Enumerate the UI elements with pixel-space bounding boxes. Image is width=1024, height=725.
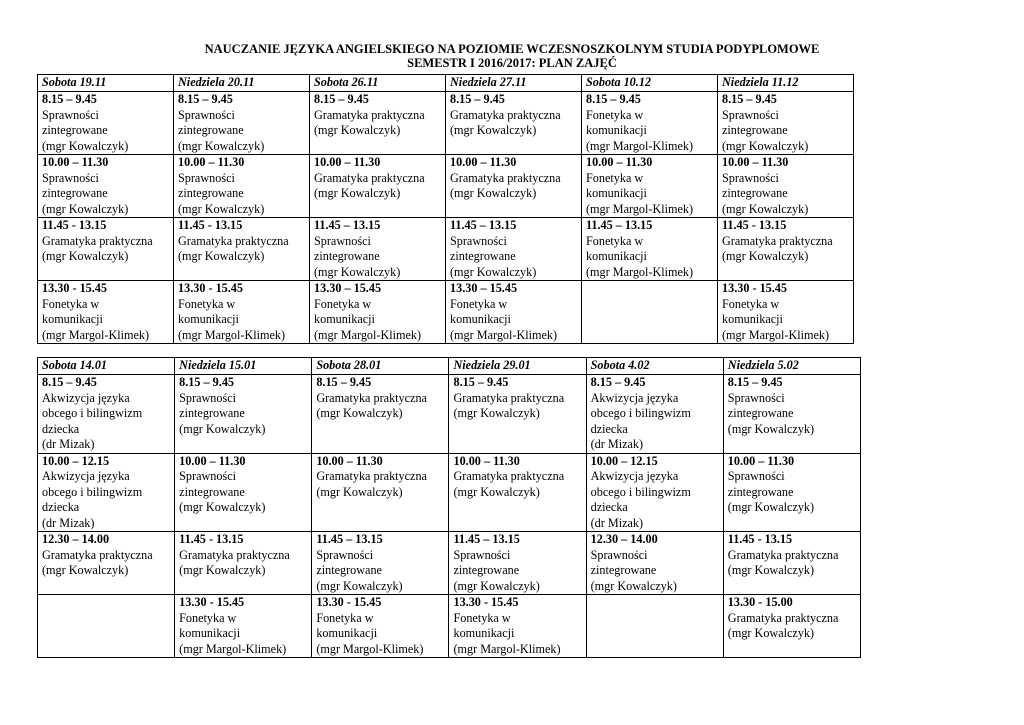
class-time: 13.30 - 15.45	[179, 595, 245, 609]
class-time: 10.00 – 12.15	[42, 453, 110, 468]
class-subject: Gramatyka praktyczna (mgr Kowalczyk)	[314, 170, 425, 200]
schedule-cell	[723, 453, 860, 532]
class-subject: Sprawności zintegrowane (mgr Kowalczyk)	[179, 469, 266, 514]
class-subject: Sprawności zintegrowane (mgr Kowalczyk)	[178, 107, 265, 153]
table-header-row	[38, 358, 861, 375]
document-title: NAUCZANIE JĘZYKA ANGIELSKIEGO NA POZIOMIE WCZESNOSZKOLNYM STUDIA PODYPLOMOWE	[204, 42, 820, 56]
schedule-cell	[312, 595, 449, 658]
schedule-cell	[175, 375, 312, 454]
schedule-cell	[718, 92, 854, 155]
class-time: 10.00 – 11.30	[178, 155, 245, 169]
class-time: 13.30 - 15.45	[722, 281, 787, 295]
class-time: 11.45 - 13.15	[722, 218, 787, 232]
class-subject: Gramatyka praktyczna (mgr Kowalczyk)	[727, 547, 839, 577]
table-header-row	[38, 75, 854, 92]
class-time: 11.45 – 13.15	[586, 218, 653, 232]
class-time: 11.45 - 13.15	[178, 218, 243, 232]
schedule-cell	[38, 92, 174, 155]
class-subject: Sprawności zintegrowane (mgr Kowalczyk)	[179, 390, 266, 436]
schedule-cell	[582, 218, 718, 281]
schedule-cell	[582, 155, 718, 218]
document-subtitle: SEMESTR I 2016/2017: PLAN ZAJĘĆ	[407, 56, 617, 70]
class-subject: Gramatyka praktyczna (mgr Kowalczyk)	[42, 547, 153, 577]
day-header: Niedziela 11.12	[718, 75, 854, 92]
class-time: 13.30 - 15.45	[42, 281, 107, 295]
schedule-cell	[175, 595, 312, 658]
schedule-table-1	[37, 74, 854, 344]
schedule-cell	[38, 375, 175, 454]
class-time: 11.45 - 13.15	[727, 532, 793, 546]
class-time: 13.30 - 15.00	[727, 595, 793, 609]
table-row	[38, 532, 861, 595]
class-subject: Sprawności zintegrowane (mgr Kowalczyk)	[453, 547, 540, 593]
day-header: Sobota 26.11	[310, 75, 446, 92]
class-subject: Sprawności zintegrowane (mgr Kowalczyk)	[42, 107, 129, 153]
schedule-cell	[174, 155, 310, 218]
class-time: 10.00 – 11.30	[42, 155, 109, 169]
class-time: 8.15 – 9.45	[453, 375, 509, 389]
class-time: 8.15 – 9.45	[727, 375, 783, 389]
schedule-cell	[175, 453, 312, 532]
day-header: Niedziela 29.01	[449, 358, 586, 375]
class-subject: Sprawności zintegrowane (mgr Kowalczyk)	[590, 547, 677, 593]
class-time: 13.30 - 15.45	[316, 595, 382, 609]
day-header: Niedziela 27.11	[446, 75, 582, 92]
class-time: 10.00 – 11.30	[453, 453, 520, 468]
schedule-cell	[175, 532, 312, 595]
day-header: Sobota 10.12	[582, 75, 718, 92]
schedule-cell	[586, 375, 723, 454]
class-subject: Gramatyka praktyczna (mgr Kowalczyk)	[453, 390, 565, 420]
class-time: 10.00 – 11.30	[722, 155, 789, 169]
schedule-cell	[310, 155, 446, 218]
class-subject: Fonetyka w komunikacji (mgr Margol-Klimek)	[586, 233, 694, 279]
schedule-cell	[38, 218, 174, 281]
class-subject: Sprawności zintegrowane (mgr Kowalczyk)	[42, 170, 129, 216]
class-time: 13.30 – 15.45	[314, 281, 382, 295]
class-subject: Sprawności zintegrowane (mgr Kowalczyk)	[450, 233, 537, 279]
schedule-cell	[586, 532, 723, 595]
class-subject: Gramatyka praktyczna (mgr Kowalczyk)	[178, 233, 289, 263]
schedule-cell	[174, 92, 310, 155]
class-subject: Akwizycja języka obcego i bilingwizm dziecka (dr Mizak)	[590, 390, 691, 451]
class-subject: Gramatyka praktyczna (mgr Kowalczyk)	[316, 390, 427, 420]
schedule-cell	[723, 532, 860, 595]
class-time: 8.15 – 9.45	[314, 92, 369, 106]
class-subject: Gramatyka praktyczna (mgr Kowalczyk)	[314, 107, 425, 137]
class-time: 10.00 – 11.30	[450, 155, 517, 169]
class-time: 10.00 – 11.30	[179, 453, 246, 468]
class-time: 11.45 – 13.15	[314, 218, 381, 232]
class-subject: Gramatyka praktyczna (mgr Kowalczyk)	[722, 233, 833, 263]
schedule-cell	[312, 375, 449, 454]
schedule-cell	[586, 453, 723, 532]
schedule-cell	[310, 218, 446, 281]
class-subject: Akwizycja języka obcego i bilingwizm dziecka (dr Mizak)	[42, 390, 143, 451]
schedule-cell	[446, 92, 582, 155]
schedule-cell-empty	[38, 595, 175, 658]
class-time: 10.00 – 12.15	[590, 453, 658, 468]
class-subject: Gramatyka praktyczna (mgr Kowalczyk)	[179, 547, 290, 577]
class-subject: Gramatyka praktyczna (mgr Kowalczyk)	[727, 610, 839, 640]
class-time: 11.45 - 13.15	[42, 218, 107, 232]
schedule-cell	[718, 218, 854, 281]
schedule-cell	[449, 532, 586, 595]
class-subject: Akwizycja języka obcego i bilingwizm dziecka (dr Mizak)	[590, 469, 691, 530]
schedule-cell	[38, 281, 174, 344]
class-subject: Fonetyka w komunikacji (mgr Margol-Klimek)	[179, 610, 287, 656]
class-subject: Fonetyka w komunikacji (mgr Margol-Klimek)	[722, 296, 830, 342]
class-subject: Akwizycja języka obcego i bilingwizm dziecka (dr Mizak)	[42, 469, 143, 530]
class-time: 8.15 – 9.45	[42, 375, 97, 389]
schedule-cell	[38, 532, 175, 595]
class-subject: Gramatyka praktyczna (mgr Kowalczyk)	[450, 107, 561, 137]
class-subject: Sprawności zintegrowane (mgr Kowalczyk)	[316, 547, 403, 593]
class-time: 8.15 – 9.45	[316, 375, 372, 389]
day-header: Niedziela 15.01	[175, 358, 312, 375]
class-time: 11.45 – 13.15	[450, 218, 517, 232]
schedule-cell	[718, 155, 854, 218]
schedule-cell	[312, 453, 449, 532]
day-header: Sobota 14.01	[38, 358, 175, 375]
class-subject: Fonetyka w komunikacji (mgr Margol-Klimek)	[450, 296, 558, 342]
class-subject: Gramatyka praktyczna (mgr Kowalczyk)	[450, 170, 561, 200]
schedule-cell	[718, 281, 854, 344]
class-time: 12.30 – 14.00	[42, 532, 110, 546]
schedule-cell	[446, 218, 582, 281]
class-time: 10.00 – 11.30	[314, 155, 381, 169]
schedule-cell	[312, 532, 449, 595]
class-subject: Fonetyka w komunikacji (mgr Margol-Klimek)	[586, 170, 694, 216]
class-subject: Gramatyka praktyczna (mgr Kowalczyk)	[42, 233, 153, 263]
day-header: Niedziela 5.02	[723, 358, 860, 375]
class-time: 10.00 – 11.30	[316, 453, 383, 468]
class-time: 12.30 – 14.00	[590, 532, 658, 546]
class-time: 10.00 – 11.30	[586, 155, 653, 169]
class-time: 8.15 – 9.45	[586, 92, 641, 106]
day-header: Niedziela 20.11	[174, 75, 310, 92]
class-time: 8.15 – 9.45	[179, 375, 234, 389]
class-subject: Fonetyka w komunikacji (mgr Margol-Klimek)	[316, 610, 424, 656]
schedule-cell	[449, 595, 586, 658]
schedule-cell	[446, 155, 582, 218]
schedule-cell	[38, 453, 175, 532]
schedule-cell	[449, 453, 586, 532]
class-time: 13.30 – 15.45	[450, 281, 518, 295]
class-subject: Fonetyka w komunikacji (mgr Margol-Klimek)	[586, 107, 694, 153]
class-subject: Fonetyka w komunikacji (mgr Margol-Klimek)	[453, 610, 561, 656]
day-header: Sobota 4.02	[586, 358, 723, 375]
class-subject: Sprawności zintegrowane (mgr Kowalczyk)	[722, 170, 809, 216]
table-row	[38, 281, 854, 344]
class-subject: Fonetyka w komunikacji (mgr Margol-Klimek)	[42, 296, 150, 342]
class-subject: Sprawności zintegrowane (mgr Kowalczyk)	[314, 233, 401, 279]
schedule-cell	[310, 281, 446, 344]
class-time: 8.15 – 9.45	[450, 92, 505, 106]
class-subject: Gramatyka praktyczna (mgr Kowalczyk)	[453, 469, 565, 499]
class-subject: Fonetyka w komunikacji (mgr Margol-Klimek)	[314, 296, 422, 342]
schedule-table-2	[37, 357, 861, 658]
class-time: 13.30 - 15.45	[453, 595, 519, 609]
day-header: Sobota 19.11	[38, 75, 174, 92]
class-time: 11.45 - 13.15	[179, 532, 244, 546]
class-subject: Sprawności zintegrowane (mgr Kowalczyk)	[727, 469, 815, 514]
class-subject: Fonetyka w komunikacji (mgr Margol-Klimek)	[178, 296, 286, 342]
schedule-cell	[723, 375, 860, 454]
class-time: 8.15 – 9.45	[178, 92, 233, 106]
schedule-cell	[310, 92, 446, 155]
class-time: 8.15 – 9.45	[722, 92, 777, 106]
class-subject: Sprawności zintegrowane (mgr Kowalczyk)	[727, 390, 815, 436]
day-header: Sobota 28.01	[312, 358, 449, 375]
schedule-cell	[723, 595, 860, 658]
schedule-cell-empty	[582, 281, 718, 344]
class-time: 8.15 – 9.45	[590, 375, 646, 389]
class-time: 11.45 – 13.15	[453, 532, 520, 546]
class-time: 8.15 – 9.45	[42, 92, 97, 106]
schedule-cell	[174, 281, 310, 344]
class-subject: Gramatyka praktyczna (mgr Kowalczyk)	[316, 469, 427, 499]
schedule-cell-empty	[586, 595, 723, 658]
table-row	[38, 595, 861, 658]
schedule-cell	[174, 218, 310, 281]
table-row	[38, 155, 854, 218]
schedule-cell	[449, 375, 586, 454]
schedule-cell	[38, 155, 174, 218]
class-subject: Sprawności zintegrowane (mgr Kowalczyk)	[722, 107, 809, 153]
schedule-cell	[446, 281, 582, 344]
table-row	[38, 375, 861, 454]
table-row	[38, 218, 854, 281]
schedule-cell	[582, 92, 718, 155]
class-time: 11.45 – 13.15	[316, 532, 383, 546]
class-time: 10.00 – 11.30	[727, 453, 795, 468]
class-subject: Sprawności zintegrowane (mgr Kowalczyk)	[178, 170, 265, 216]
class-time: 13.30 - 15.45	[178, 281, 243, 295]
table-row	[38, 92, 854, 155]
table-row	[38, 453, 861, 532]
